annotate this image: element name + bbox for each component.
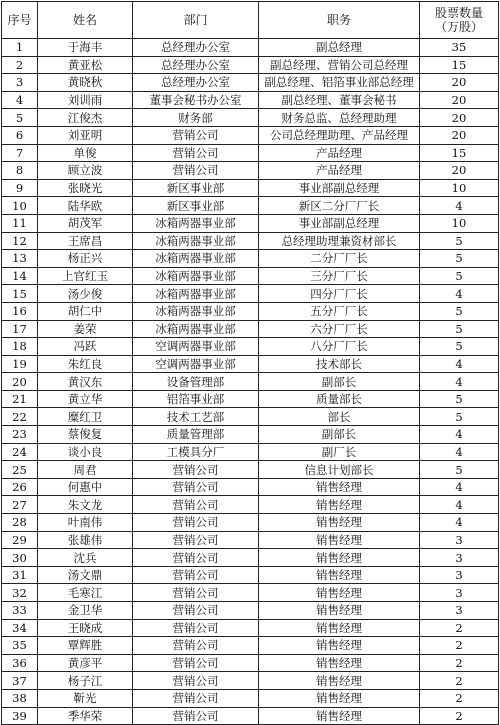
position-cell: 新区二分厂厂长 bbox=[259, 197, 420, 215]
position-cell: 副部长 bbox=[259, 426, 420, 444]
table-row bbox=[2, 179, 499, 197]
index-cell: 29 bbox=[2, 531, 38, 549]
table-row bbox=[2, 91, 499, 109]
name-cell: 叶南伟 bbox=[38, 514, 133, 532]
department-cell: 冰箱两器事业部 bbox=[133, 250, 259, 268]
table-row bbox=[2, 549, 499, 567]
position-cell: 销售经理 bbox=[259, 531, 420, 549]
department-cell: 空调两器事业部 bbox=[133, 355, 259, 373]
shares-cell: 4 bbox=[420, 514, 499, 532]
position-cell: 销售经理 bbox=[259, 549, 420, 567]
name-cell: 金卫华 bbox=[38, 602, 133, 620]
position-cell: 副总经理 bbox=[259, 39, 420, 57]
position-cell: 销售经理 bbox=[259, 689, 420, 707]
index-cell: 7 bbox=[2, 144, 38, 162]
index-cell: 13 bbox=[2, 250, 38, 268]
table-row bbox=[2, 126, 499, 144]
table-row bbox=[2, 672, 499, 690]
name-cell: 江俊杰 bbox=[38, 109, 133, 127]
position-cell: 事业部副总经理 bbox=[259, 179, 420, 197]
table-row bbox=[2, 584, 499, 602]
table-row bbox=[2, 39, 499, 57]
department-cell: 设备管理部 bbox=[133, 373, 259, 391]
department-cell: 财务部 bbox=[133, 109, 259, 127]
department-cell: 新区事业部 bbox=[133, 179, 259, 197]
name-cell: 张晓光 bbox=[38, 179, 133, 197]
name-cell: 杨子江 bbox=[38, 672, 133, 690]
department-cell: 总经理办公室 bbox=[133, 74, 259, 92]
department-cell: 技术工艺部 bbox=[133, 408, 259, 426]
department-cell: 冰箱两器事业部 bbox=[133, 267, 259, 285]
index-cell: 20 bbox=[2, 373, 38, 391]
name-cell: 黄晓秋 bbox=[38, 74, 133, 92]
shares-cell: 2 bbox=[420, 707, 499, 725]
shares-cell: 5 bbox=[420, 250, 499, 268]
department-cell: 营销公司 bbox=[133, 514, 259, 532]
table-row bbox=[2, 514, 499, 532]
index-cell: 24 bbox=[2, 443, 38, 461]
department-cell: 营销公司 bbox=[133, 637, 259, 655]
name-cell: 王晓成 bbox=[38, 619, 133, 637]
shares-cell: 3 bbox=[420, 531, 499, 549]
index-cell: 34 bbox=[2, 619, 38, 637]
index-cell: 32 bbox=[2, 584, 38, 602]
index-cell: 1 bbox=[2, 39, 38, 57]
shares-cell: 20 bbox=[420, 74, 499, 92]
index-cell: 38 bbox=[2, 689, 38, 707]
position-cell: 五分厂厂长 bbox=[259, 302, 420, 320]
name-cell: 汤文鼎 bbox=[38, 566, 133, 584]
index-cell: 6 bbox=[2, 126, 38, 144]
shares-cell: 4 bbox=[420, 496, 499, 514]
position-cell: 销售经理 bbox=[259, 619, 420, 637]
position-cell: 销售经理 bbox=[259, 654, 420, 672]
shares-cell: 20 bbox=[420, 91, 499, 109]
index-cell: 17 bbox=[2, 320, 38, 338]
name-cell: 季华荣 bbox=[38, 707, 133, 725]
name-cell: 上官红玉 bbox=[38, 267, 133, 285]
shares-cell: 4 bbox=[420, 443, 499, 461]
department-cell: 营销公司 bbox=[133, 496, 259, 514]
index-cell: 23 bbox=[2, 426, 38, 444]
position-cell: 产品经理 bbox=[259, 144, 420, 162]
index-cell: 30 bbox=[2, 549, 38, 567]
table-row bbox=[2, 461, 499, 479]
header-position: 职务 bbox=[259, 2, 420, 39]
shares-cell: 5 bbox=[420, 232, 499, 250]
department-cell: 新区事业部 bbox=[133, 197, 259, 215]
department-cell: 冰箱两器事业部 bbox=[133, 285, 259, 303]
department-cell: 冰箱两器事业部 bbox=[133, 302, 259, 320]
table-row bbox=[2, 637, 499, 655]
position-cell: 公司总经理助理、产品经理 bbox=[259, 126, 420, 144]
name-cell: 王席昌 bbox=[38, 232, 133, 250]
shares-cell: 5 bbox=[420, 390, 499, 408]
department-cell: 营销公司 bbox=[133, 549, 259, 567]
shares-cell: 4 bbox=[420, 373, 499, 391]
name-cell: 杨正兴 bbox=[38, 250, 133, 268]
position-cell: 总经理助理兼资材部长 bbox=[259, 232, 420, 250]
position-cell: 财务总监、总经理助理 bbox=[259, 109, 420, 127]
table-body bbox=[2, 39, 499, 725]
position-cell: 二分厂厂长 bbox=[259, 250, 420, 268]
table-row bbox=[2, 408, 499, 426]
shares-cell: 5 bbox=[420, 302, 499, 320]
department-cell: 冰箱两器事业部 bbox=[133, 320, 259, 338]
position-cell: 事业部副总经理 bbox=[259, 214, 420, 232]
shares-cell: 10 bbox=[420, 179, 499, 197]
index-cell: 4 bbox=[2, 91, 38, 109]
table-header bbox=[2, 2, 499, 39]
index-cell: 39 bbox=[2, 707, 38, 725]
name-cell: 覃辉胜 bbox=[38, 637, 133, 655]
header-name: 姓名 bbox=[38, 2, 133, 39]
department-cell: 营销公司 bbox=[133, 584, 259, 602]
position-cell: 销售经理 bbox=[259, 602, 420, 620]
table-row bbox=[2, 338, 499, 356]
document-page bbox=[1, 1, 498, 723]
shares-cell: 20 bbox=[420, 162, 499, 180]
index-cell: 27 bbox=[2, 496, 38, 514]
department-cell: 董事会秘书办公室 bbox=[133, 91, 259, 109]
shares-cell: 15 bbox=[420, 144, 499, 162]
shares-cell: 10 bbox=[420, 214, 499, 232]
name-cell: 毛寒江 bbox=[38, 584, 133, 602]
department-cell: 质量管理部 bbox=[133, 426, 259, 444]
position-cell: 销售经理 bbox=[259, 637, 420, 655]
department-cell: 营销公司 bbox=[133, 162, 259, 180]
name-cell: 刘训雨 bbox=[38, 91, 133, 109]
position-cell: 质量部长 bbox=[259, 390, 420, 408]
header-shares-line2: （万股） bbox=[434, 20, 483, 34]
table-row bbox=[2, 707, 499, 725]
position-cell: 八分厂厂长 bbox=[259, 338, 420, 356]
table-row bbox=[2, 320, 499, 338]
name-cell: 单俊 bbox=[38, 144, 133, 162]
shares-cell: 4 bbox=[420, 285, 499, 303]
position-cell: 副总经理、董事会秘书 bbox=[259, 91, 420, 109]
table-row bbox=[2, 390, 499, 408]
department-cell: 营销公司 bbox=[133, 619, 259, 637]
header-department: 部门 bbox=[133, 2, 259, 39]
shares-cell: 5 bbox=[420, 320, 499, 338]
department-cell: 营销公司 bbox=[133, 672, 259, 690]
table-row bbox=[2, 267, 499, 285]
shares-cell: 5 bbox=[420, 338, 499, 356]
table-row bbox=[2, 619, 499, 637]
position-cell: 副总经理、铝箔事业部总经理 bbox=[259, 74, 420, 92]
table-row bbox=[2, 197, 499, 215]
department-cell: 冰箱两器事业部 bbox=[133, 232, 259, 250]
shares-cell: 15 bbox=[420, 56, 499, 74]
index-cell: 5 bbox=[2, 109, 38, 127]
department-cell: 空调两器事业部 bbox=[133, 338, 259, 356]
department-cell: 总经理办公室 bbox=[133, 56, 259, 74]
name-cell: 胡茂军 bbox=[38, 214, 133, 232]
table-row bbox=[2, 162, 499, 180]
name-cell: 朱红良 bbox=[38, 355, 133, 373]
table-row bbox=[2, 689, 499, 707]
header-shares-line1: 股票数量 bbox=[434, 6, 483, 20]
shares-cell: 5 bbox=[420, 461, 499, 479]
shares-cell: 3 bbox=[420, 584, 499, 602]
shares-cell: 2 bbox=[420, 619, 499, 637]
table-row bbox=[2, 531, 499, 549]
table-row bbox=[2, 144, 499, 162]
table-row bbox=[2, 426, 499, 444]
position-cell: 销售经理 bbox=[259, 566, 420, 584]
index-cell: 18 bbox=[2, 338, 38, 356]
index-cell: 3 bbox=[2, 74, 38, 92]
header-row bbox=[2, 2, 499, 39]
position-cell: 六分厂厂长 bbox=[259, 320, 420, 338]
shares-cell: 3 bbox=[420, 566, 499, 584]
shares-cell: 4 bbox=[420, 355, 499, 373]
department-cell: 营销公司 bbox=[133, 654, 259, 672]
table-row bbox=[2, 602, 499, 620]
name-cell: 谈小良 bbox=[38, 443, 133, 461]
index-cell: 11 bbox=[2, 214, 38, 232]
department-cell: 总经理办公室 bbox=[133, 39, 259, 57]
table-row bbox=[2, 302, 499, 320]
shares-cell: 5 bbox=[420, 408, 499, 426]
shares-cell: 2 bbox=[420, 637, 499, 655]
name-cell: 刘亚明 bbox=[38, 126, 133, 144]
header-index: 序号 bbox=[2, 2, 38, 39]
index-cell: 8 bbox=[2, 162, 38, 180]
position-cell: 销售经理 bbox=[259, 707, 420, 725]
position-cell: 销售经理 bbox=[259, 496, 420, 514]
position-cell: 销售经理 bbox=[259, 514, 420, 532]
position-cell: 副厂长 bbox=[259, 443, 420, 461]
department-cell: 营销公司 bbox=[133, 602, 259, 620]
position-cell: 部长 bbox=[259, 408, 420, 426]
shares-cell: 20 bbox=[420, 126, 499, 144]
position-cell: 产品经理 bbox=[259, 162, 420, 180]
table-row bbox=[2, 478, 499, 496]
position-cell: 副总经理、营销公司总经理 bbox=[259, 56, 420, 74]
shares-cell: 3 bbox=[420, 602, 499, 620]
shares-cell: 2 bbox=[420, 654, 499, 672]
name-cell: 黄彦平 bbox=[38, 654, 133, 672]
header-shares bbox=[420, 2, 499, 39]
position-cell: 销售经理 bbox=[259, 584, 420, 602]
position-cell: 四分厂厂长 bbox=[259, 285, 420, 303]
table-row bbox=[2, 285, 499, 303]
position-cell: 技术部长 bbox=[259, 355, 420, 373]
index-cell: 12 bbox=[2, 232, 38, 250]
position-cell: 信息计划部长 bbox=[259, 461, 420, 479]
index-cell: 9 bbox=[2, 179, 38, 197]
table-row bbox=[2, 74, 499, 92]
department-cell: 冰箱两器事业部 bbox=[133, 214, 259, 232]
table-row bbox=[2, 355, 499, 373]
department-cell: 营销公司 bbox=[133, 531, 259, 549]
table-row bbox=[2, 566, 499, 584]
index-cell: 16 bbox=[2, 302, 38, 320]
shares-cell: 3 bbox=[420, 549, 499, 567]
table-row bbox=[2, 373, 499, 391]
department-cell: 营销公司 bbox=[133, 126, 259, 144]
position-cell: 副部长 bbox=[259, 373, 420, 391]
department-cell: 营销公司 bbox=[133, 566, 259, 584]
index-cell: 25 bbox=[2, 461, 38, 479]
name-cell: 蔡俊复 bbox=[38, 426, 133, 444]
name-cell: 胡仁中 bbox=[38, 302, 133, 320]
department-cell: 营销公司 bbox=[133, 689, 259, 707]
department-cell: 铝箔事业部 bbox=[133, 390, 259, 408]
name-cell: 朱文龙 bbox=[38, 496, 133, 514]
index-cell: 15 bbox=[2, 285, 38, 303]
shares-cell: 5 bbox=[420, 267, 499, 285]
name-cell: 糜红卫 bbox=[38, 408, 133, 426]
table-row bbox=[2, 56, 499, 74]
position-cell: 销售经理 bbox=[259, 478, 420, 496]
index-cell: 10 bbox=[2, 197, 38, 215]
position-cell: 销售经理 bbox=[259, 672, 420, 690]
shares-cell: 2 bbox=[420, 689, 499, 707]
index-cell: 26 bbox=[2, 478, 38, 496]
index-cell: 21 bbox=[2, 390, 38, 408]
index-cell: 33 bbox=[2, 602, 38, 620]
name-cell: 汤少俊 bbox=[38, 285, 133, 303]
name-cell: 顾立波 bbox=[38, 162, 133, 180]
name-cell: 何惠中 bbox=[38, 478, 133, 496]
name-cell: 冯跃 bbox=[38, 338, 133, 356]
department-cell: 营销公司 bbox=[133, 144, 259, 162]
name-cell: 张雄伟 bbox=[38, 531, 133, 549]
index-cell: 19 bbox=[2, 355, 38, 373]
position-cell: 三分厂厂长 bbox=[259, 267, 420, 285]
name-cell: 沈兵 bbox=[38, 549, 133, 567]
name-cell: 于海丰 bbox=[38, 39, 133, 57]
index-cell: 22 bbox=[2, 408, 38, 426]
index-cell: 35 bbox=[2, 637, 38, 655]
name-cell: 姜荣 bbox=[38, 320, 133, 338]
table-row bbox=[2, 232, 499, 250]
shares-cell: 35 bbox=[420, 39, 499, 57]
shares-cell: 2 bbox=[420, 672, 499, 690]
department-cell: 营销公司 bbox=[133, 707, 259, 725]
name-cell: 靳光 bbox=[38, 689, 133, 707]
table-row bbox=[2, 250, 499, 268]
shareholding-table bbox=[1, 1, 499, 725]
department-cell: 营销公司 bbox=[133, 478, 259, 496]
shares-cell: 4 bbox=[420, 426, 499, 444]
shares-cell: 20 bbox=[420, 109, 499, 127]
table-row bbox=[2, 214, 499, 232]
name-cell: 周君 bbox=[38, 461, 133, 479]
table-row bbox=[2, 443, 499, 461]
name-cell: 黄汉东 bbox=[38, 373, 133, 391]
index-cell: 2 bbox=[2, 56, 38, 74]
table-row bbox=[2, 496, 499, 514]
index-cell: 31 bbox=[2, 566, 38, 584]
index-cell: 14 bbox=[2, 267, 38, 285]
name-cell: 黄立华 bbox=[38, 390, 133, 408]
table-row bbox=[2, 654, 499, 672]
department-cell: 工模具分厂 bbox=[133, 443, 259, 461]
department-cell: 营销公司 bbox=[133, 461, 259, 479]
name-cell: 陆华欧 bbox=[38, 197, 133, 215]
table-row bbox=[2, 109, 499, 127]
name-cell: 黄亚松 bbox=[38, 56, 133, 74]
shares-cell: 4 bbox=[420, 197, 499, 215]
index-cell: 37 bbox=[2, 672, 38, 690]
index-cell: 36 bbox=[2, 654, 38, 672]
index-cell: 28 bbox=[2, 514, 38, 532]
shares-cell: 4 bbox=[420, 478, 499, 496]
